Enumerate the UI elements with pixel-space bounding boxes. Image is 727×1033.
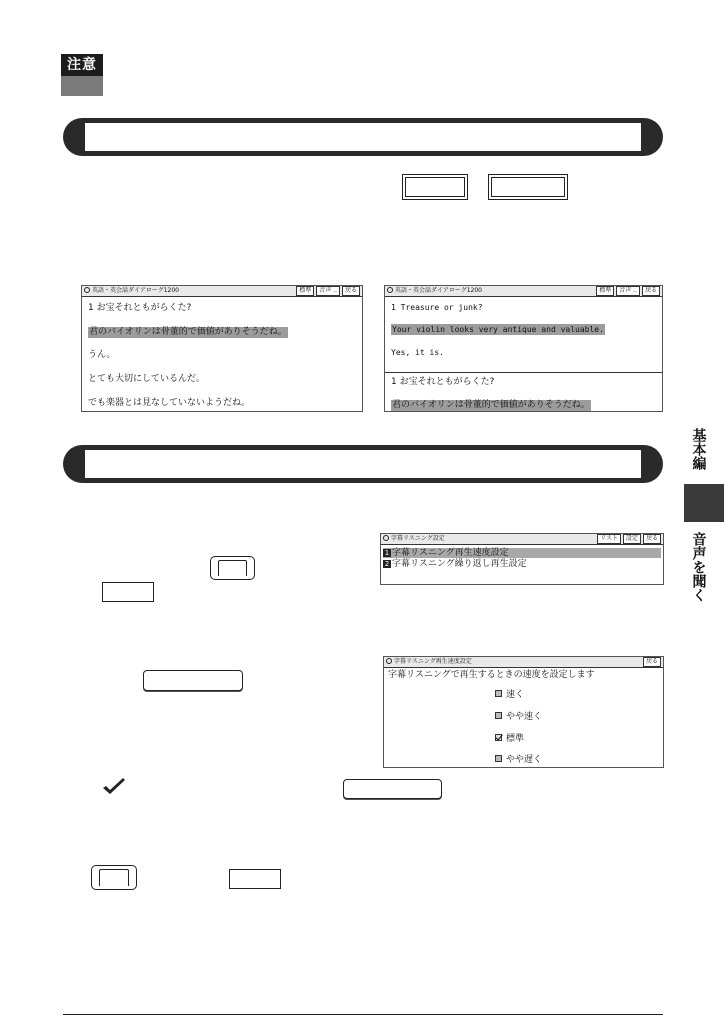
- screen-title: 英語・英会話ダイアローグ1200: [395, 287, 482, 294]
- header-item-audio: 音声 ..: [616, 286, 640, 296]
- caution-label: 注意: [61, 54, 103, 76]
- dialogue-line-highlighted: 君のバイオリンは骨董的で価値がありそうだね。: [89, 327, 287, 337]
- menu-item-repeat-playback: 2 字幕リスニング繰り返し再生設定: [384, 559, 527, 569]
- speed-option-slightly-fast: やや速く: [495, 712, 542, 723]
- caution-badge: [61, 54, 103, 96]
- enter-key-icon-2: [343, 779, 442, 799]
- english-title: 1 Treasure or junk?: [391, 303, 483, 312]
- japanese-line-highlighted: 君のバイオリンは骨董的で価値がありそうだね。: [392, 400, 590, 410]
- footer-rule: [63, 1014, 663, 1015]
- key-box-3: [102, 582, 154, 602]
- list-button: リスト: [597, 534, 621, 544]
- device-screen-en-jp: [384, 285, 663, 412]
- dialogue-line: うん。: [88, 350, 116, 360]
- circle-icon: [383, 535, 389, 541]
- english-line: Yes, it is.: [391, 348, 444, 357]
- japanese-title: 1 お宝それともがらくた?: [391, 377, 495, 387]
- back-button: 戻る: [643, 657, 661, 667]
- back-button: 戻る: [342, 286, 360, 296]
- speed-description: 字幕リスニングで再生するときの速度を設定します: [388, 670, 595, 680]
- key-box-1: [402, 174, 468, 200]
- back-button: 戻る: [642, 286, 660, 296]
- device-screen-settings-menu: [380, 533, 664, 585]
- circle-icon: [387, 287, 393, 293]
- header-item-standard: 標準: [296, 286, 314, 296]
- speed-option-fast: 速く: [495, 690, 524, 701]
- side-tab-basic: 基本編: [690, 428, 707, 470]
- device-screen-speed-setting: [383, 656, 664, 768]
- function-key-icon: [210, 556, 255, 580]
- enter-key-icon: [143, 670, 243, 691]
- checkbox-icon: [495, 690, 502, 697]
- checked-checkbox-icon: [495, 734, 502, 741]
- circle-icon: [386, 658, 392, 664]
- checkmark-icon: [101, 777, 127, 797]
- screen-title: 字幕リスニング設定: [391, 535, 445, 542]
- checkbox-icon: [495, 712, 502, 719]
- settings-button: 設定: [623, 534, 641, 544]
- menu-item-playback-speed: 1 字幕リスニング再生速度設定: [383, 548, 661, 558]
- dialogue-line: でも楽器とは見なしていないようだね。: [88, 398, 251, 408]
- screen-title: 英語・英会話ダイアローグ1200: [92, 287, 179, 294]
- side-tab-marker: [684, 484, 724, 522]
- checkbox-icon: [495, 755, 502, 762]
- back-button: 戻る: [643, 534, 661, 544]
- header-item-standard: 標準: [596, 286, 614, 296]
- key-box-4: [229, 869, 281, 889]
- screen-title: 字幕リスニング再生速度設定: [394, 658, 472, 665]
- circle-icon: [84, 287, 90, 293]
- header-item-audio: 音声 ..: [316, 286, 340, 296]
- key-box-2: [488, 174, 568, 200]
- dialogue-line: とても大切にしているんだ。: [88, 374, 206, 384]
- device-screen-jp: [81, 285, 363, 412]
- speed-option-slightly-slow: やや遅く: [495, 755, 542, 766]
- section-header-bar-1: [63, 118, 663, 156]
- function-key-icon-2: [91, 865, 137, 890]
- side-tab-listen: 音声を聞く: [690, 532, 707, 602]
- speed-option-standard: 標準: [495, 734, 524, 745]
- english-line-highlighted: Your violin looks very antique and valuable.: [392, 325, 604, 334]
- section-header-bar-2: [63, 445, 663, 483]
- dialogue-title: 1 お宝それともがらくた?: [88, 303, 192, 313]
